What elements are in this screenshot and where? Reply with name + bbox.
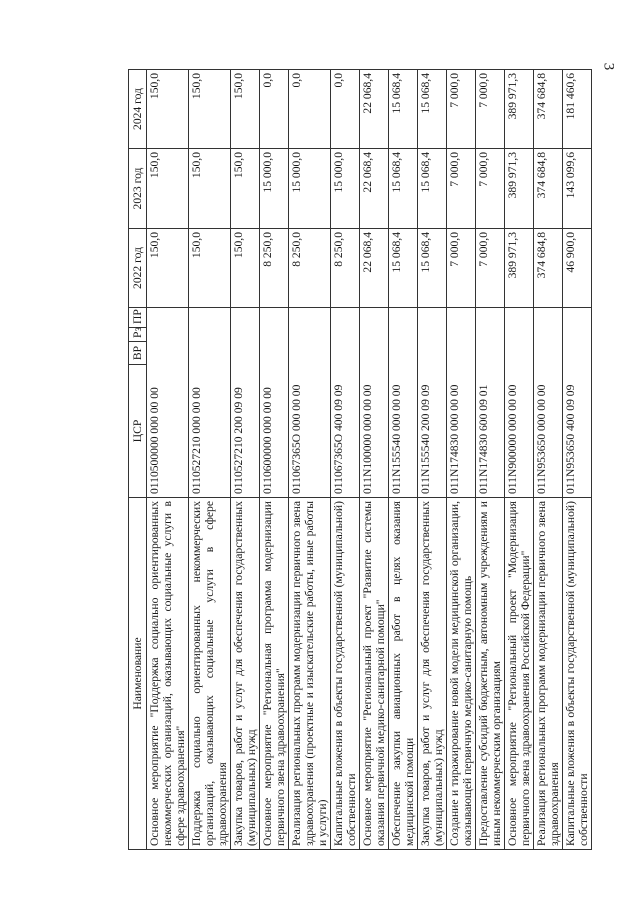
table-row <box>563 70 592 850</box>
table-row <box>476 70 505 850</box>
row-code: 0110600000 000 00 00 <box>260 308 289 498</box>
row-2023: 143 099,6 <box>563 149 592 229</box>
row-code: 011N174830 600 09 01 <box>476 308 505 498</box>
budget-table-container <box>128 70 588 850</box>
row-code: 011067365О 000 00 00 <box>289 308 331 498</box>
row-name: Основное мероприятие "Региональный проект "Развитие системы оказания первичной медико-санитарной помощи" <box>360 498 389 850</box>
row-2024: 15 068,4 <box>418 70 447 149</box>
row-2024: 22 068,4 <box>360 70 389 149</box>
row-2023: 374 684,8 <box>534 149 563 229</box>
row-code: 011N155540 200 09 09 <box>418 308 447 498</box>
row-name: Предоставление субсидий бюджетным, автономным учреждениям и иным некоммерческим организациям <box>476 498 505 850</box>
header-2022: 2022 год <box>129 229 147 308</box>
budget-table <box>128 69 592 850</box>
header-csr: ЦСР <box>129 365 147 498</box>
table-row <box>147 70 189 850</box>
row-name: Создание и тиражирование новой модели медицинской организации, оказывающей первичную медико-санитарную помощь <box>447 498 476 850</box>
row-code: 0110527210 200 09 09 <box>231 308 260 498</box>
row-2023: 150,0 <box>147 149 189 229</box>
row-code: 011N155540 000 00 00 <box>389 308 418 498</box>
row-2023: 15 000,0 <box>289 149 331 229</box>
row-2022: 150,0 <box>147 229 189 308</box>
row-2023: 15 000,0 <box>331 149 360 229</box>
row-2023: 15 000,0 <box>260 149 289 229</box>
header-2023: 2023 год <box>129 149 147 229</box>
table-row <box>389 70 418 850</box>
row-2022: 8 250,0 <box>260 229 289 308</box>
row-2022: 150,0 <box>231 229 260 308</box>
row-2024: 150,0 <box>231 70 260 149</box>
row-name: Поддержка социально ориентированных некоммерческих организаций, оказывающих социальные услуги в сфере здравоохранения <box>189 498 231 850</box>
table-row <box>331 70 360 850</box>
table-row <box>447 70 476 850</box>
table-row <box>418 70 447 850</box>
row-2023: 22 068,4 <box>360 149 389 229</box>
row-name: Капитальные вложения в объекты государственной (муниципальной) собственности <box>563 498 592 850</box>
row-name: Основное мероприятие "Поддержка социально ориентированных некоммерческих организаций, оказывающих социальные услуги в сфере здравоохранения" <box>147 498 189 850</box>
row-code: 0110527210 000 00 00 <box>189 308 231 498</box>
row-code: 0110500000 000 00 00 <box>147 308 189 498</box>
row-2024: 15 068,4 <box>389 70 418 149</box>
row-2024: 7 000,0 <box>447 70 476 149</box>
header-vr: ВР <box>129 342 147 365</box>
row-2022: 8 250,0 <box>289 229 331 308</box>
row-2024: 7 000,0 <box>476 70 505 149</box>
header-pr: ПР <box>129 308 147 328</box>
row-2022: 150,0 <box>189 229 231 308</box>
header-name: Наименование <box>129 498 147 850</box>
header-rz: Рз <box>129 328 147 342</box>
table-row <box>505 70 534 850</box>
header-2024: 2024 год <box>129 70 147 149</box>
row-2023: 150,0 <box>231 149 260 229</box>
row-2024: 150,0 <box>189 70 231 149</box>
table-row <box>289 70 331 850</box>
row-2022: 15 068,4 <box>389 229 418 308</box>
row-2022: 22 068,4 <box>360 229 389 308</box>
row-code: 011N953650 000 00 00 <box>534 308 563 498</box>
row-2022: 374 684,8 <box>534 229 563 308</box>
row-name: Основное мероприятие "Региональная программа модернизации первичного звена здравоохранения" <box>260 498 289 850</box>
row-name: Реализация региональных программ модернизации первичного звена здравоохранения (проектные и изыскательские работы, иные работы и услуги) <box>289 498 331 850</box>
table-row <box>231 70 260 850</box>
row-2024: 181 460,6 <box>563 70 592 149</box>
row-code: 011N900000 000 00 00 <box>505 308 534 498</box>
row-name: Закупка товаров, работ и услуг для обеспечения государственных (муниципальных) нужд <box>418 498 447 850</box>
row-code: 011N174830 000 00 00 <box>447 308 476 498</box>
row-2022: 389 971,3 <box>505 229 534 308</box>
row-2023: 389 971,3 <box>505 149 534 229</box>
row-2023: 7 000,0 <box>447 149 476 229</box>
row-name: Закупка товаров, работ и услуг для обеспечения государственных (муниципальных) нужд <box>231 498 260 850</box>
row-name: Обеспечение закупки авиационных работ в целях оказания медицинской помощи <box>389 498 418 850</box>
row-2024: 150,0 <box>147 70 189 149</box>
row-2024: 0,0 <box>289 70 331 149</box>
row-2022: 7 000,0 <box>476 229 505 308</box>
table-header-row <box>129 70 147 850</box>
row-2024: 0,0 <box>331 70 360 149</box>
table-row <box>534 70 563 850</box>
row-2023: 150,0 <box>189 149 231 229</box>
row-code: 011067365О 400 09 09 <box>331 308 360 498</box>
row-2022: 15 068,4 <box>418 229 447 308</box>
row-2023: 15 068,4 <box>418 149 447 229</box>
row-code: 011N100000 000 00 00 <box>360 308 389 498</box>
row-name: Реализация региональных программ модернизации первичного звена здравоохранения <box>534 498 563 850</box>
table-row <box>189 70 231 850</box>
row-code: 011N953650 400 09 09 <box>563 308 592 498</box>
row-2022: 7 000,0 <box>447 229 476 308</box>
row-name: Основное мероприятие "Региональный проект "Модернизация первичного звена здравоохранения Российской Федерации" <box>505 498 534 850</box>
row-2024: 389 971,3 <box>505 70 534 149</box>
row-2022: 46 900,0 <box>563 229 592 308</box>
table-row <box>260 70 289 850</box>
row-2024: 374 684,8 <box>534 70 563 149</box>
row-name: Капитальные вложения в объекты государственной (муниципальной) собственности <box>331 498 360 850</box>
row-2023: 7 000,0 <box>476 149 505 229</box>
row-2023: 15 068,4 <box>389 149 418 229</box>
table-body <box>147 70 592 850</box>
page-number: 3 <box>600 62 617 71</box>
row-2022: 8 250,0 <box>331 229 360 308</box>
row-2024: 0,0 <box>260 70 289 149</box>
table-row <box>360 70 389 850</box>
